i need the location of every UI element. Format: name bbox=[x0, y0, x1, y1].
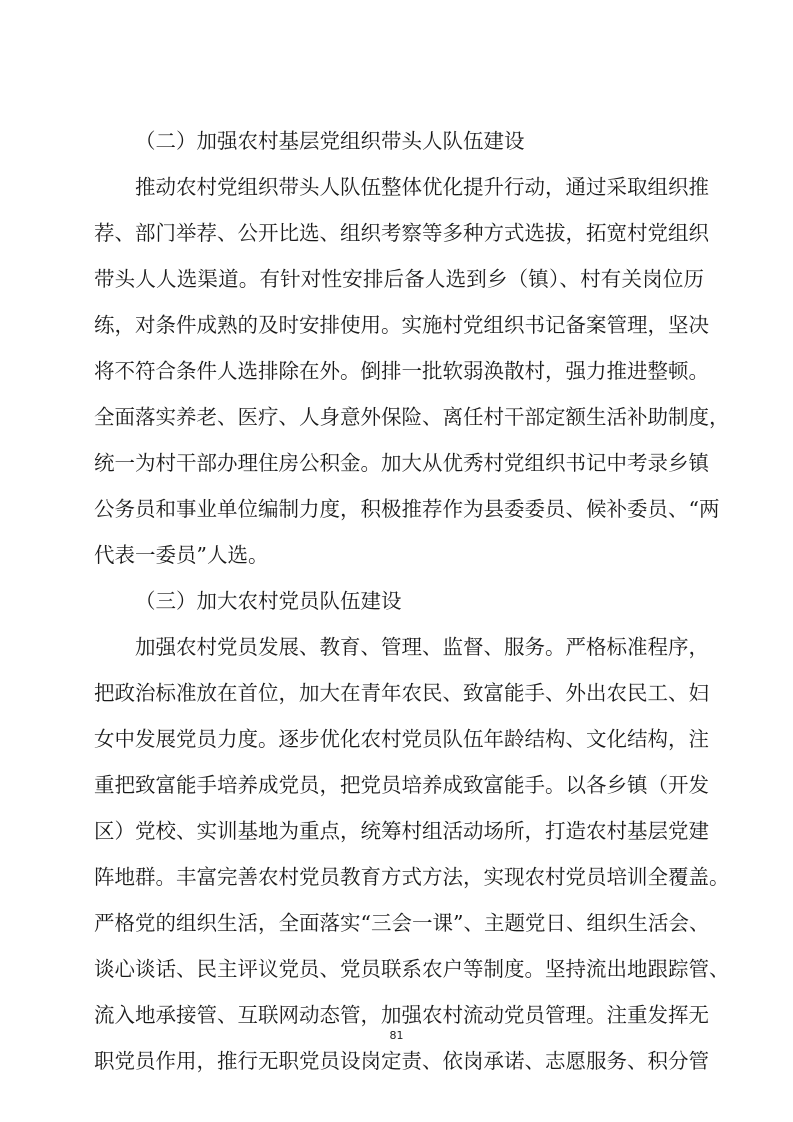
section-heading-2: （二）加强农村基层党组织带头人队伍建设 bbox=[135, 129, 525, 153]
paragraph-line: 带头人人选渠道。有针对性安排后备人选到乡（镇）、村有关岗位历 bbox=[94, 267, 704, 291]
paragraph-line: 将不符合条件人选排除在外。倒排一批软弱涣散村，强力推进整顿。 bbox=[94, 359, 709, 383]
paragraph-line: 推动农村党组织带头人队伍整体优化提升行动，通过采取组织推 bbox=[135, 175, 709, 199]
paragraph-line: 加强农村党员发展、教育、管理、监督、服务。严格标准程序， bbox=[135, 635, 709, 659]
paragraph-line: 代表一委员”人选。 bbox=[94, 543, 269, 567]
paragraph-line: 区）党校、实训基地为重点，统筹村组活动场所，打造农村基层党建 bbox=[94, 819, 709, 843]
paragraph-line: 职党员作用，推行无职党员设岗定责、依岗承诺、志愿服务、积分管 bbox=[94, 1049, 709, 1073]
section-heading-3: （三）加大农村党员队伍建设 bbox=[135, 589, 402, 613]
paragraph-line: 把政治标准放在首位，加大在青年农民、致富能手、外出农民工、妇 bbox=[94, 681, 709, 705]
paragraph-line: 统一为村干部办理住房公积金。加大从优秀村党组织书记中考录乡镇 bbox=[94, 451, 709, 475]
paragraph-line: 谈心谈话、民主评议党员、党员联系农户等制度。坚持流出地跟踪管、 bbox=[94, 957, 730, 981]
paragraph-line: 公务员和事业单位编制力度，积极推荐作为县委委员、候补委员、“两 bbox=[94, 497, 720, 521]
paragraph-line: 流入地承接管、互联网动态管，加强农村流动党员管理。注重发挥无 bbox=[94, 1003, 709, 1027]
paragraph-line: 重把致富能手培养成党员，把党员培养成致富能手。以各乡镇（开发 bbox=[94, 773, 709, 797]
paragraph-line: 练，对条件成熟的及时安排使用。实施村党组织书记备案管理，坚决 bbox=[94, 313, 709, 337]
body-text bbox=[94, 118, 730, 1084]
paragraph-line: 阵地群。丰富完善农村党员教育方式方法，实现农村党员培训全覆盖。 bbox=[94, 865, 730, 889]
page-number: 81 bbox=[389, 1029, 404, 1042]
paragraph-line: 荐、部门举荐、公开比选、组织考察等多种方式选拔，拓宽村党组织 bbox=[94, 221, 709, 245]
paragraph-line: 全面落实养老、医疗、人身意外保险、离任村干部定额生活补助制度， bbox=[94, 405, 730, 429]
paragraph-line: 严格党的组织生活，全面落实“三会一课”、主题党日、组织生活会、 bbox=[94, 911, 710, 935]
paragraph-line: 女中发展党员力度。逐步优化农村党员队伍年龄结构、文化结构，注 bbox=[94, 727, 709, 751]
